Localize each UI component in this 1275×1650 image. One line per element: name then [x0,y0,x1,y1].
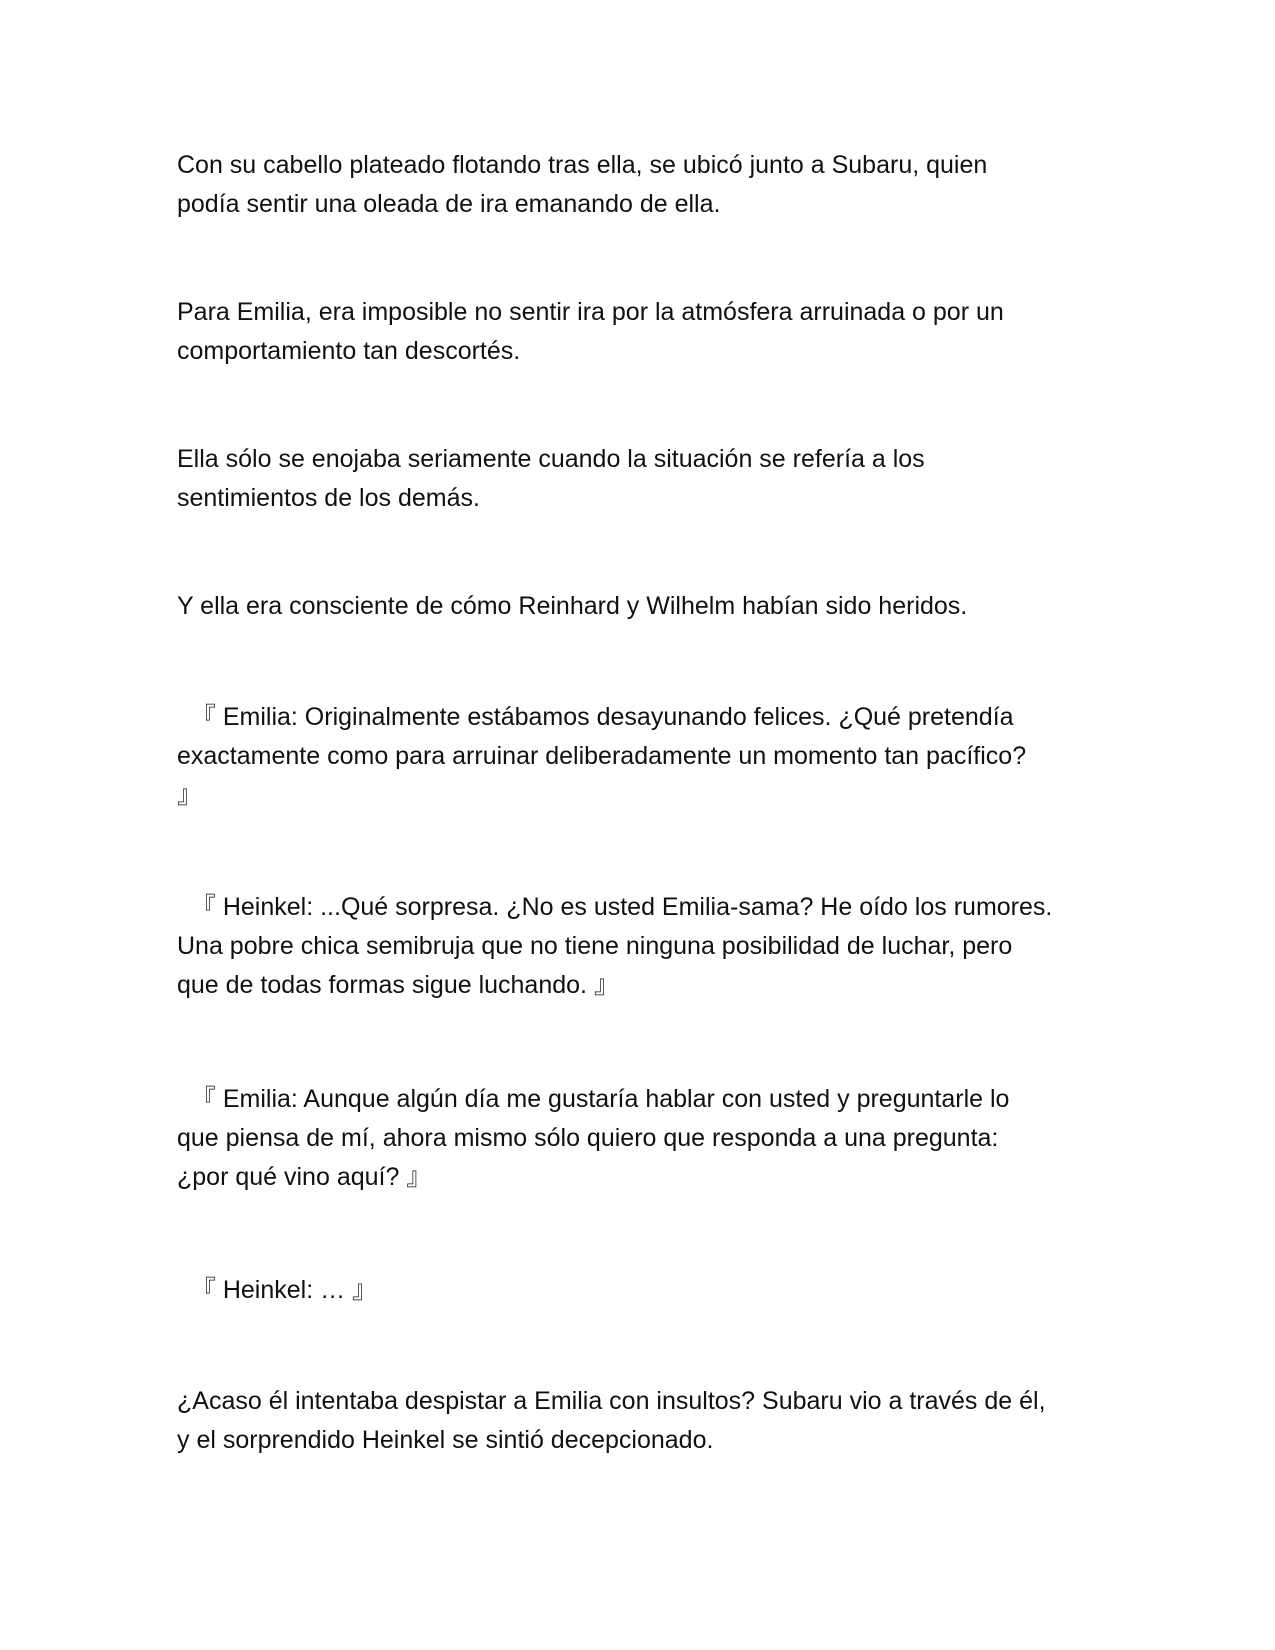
paragraph-reinhard-wilhelm [177,587,1107,626]
paragraph-heinkel-disappointed [177,1382,1107,1460]
text-line: ¿Acaso él intentaba despistar a Emilia con insultos? Subaru vio a través de él, [177,1387,1046,1415]
paragraph-emilia-feelings [177,440,1107,518]
text-line: Una pobre chica semibruja que no tiene ninguna posibilidad de luchar, pero [177,932,1013,960]
text-line: exactamente como para arruinar deliberadamente un momento tan pacífico? [177,742,1027,770]
text-line: Y ella era consciente de cómo Reinhard y Wilhelm habían sido heridos. [177,592,968,620]
text-line: Con su cabello plateado flotando tras ella, se ubicó junto a Subaru, quien [177,151,988,179]
text-line: podía sentir una oleada de ira emanando de ella. [177,190,721,218]
text-line: 『 Heinkel: … 』 [177,1276,378,1304]
text-line: 『 Heinkel: ...Qué sorpresa. ¿No es usted Emilia-sama? He oído los rumores. [177,893,1053,921]
text-line: 『 Emilia: Aunque algún día me gustaría hablar con usted y preguntarle lo [177,1085,1010,1113]
dialogue-emilia-2 [177,1080,1107,1197]
text-line: ¿por qué vino aquí? 』 [177,1163,432,1191]
dialogue-emilia-1 [177,698,1107,815]
text-line: comportamiento tan descortés. [177,337,521,365]
dialogue-heinkel-2 [177,1271,1107,1310]
text-line: que piensa de mí, ahora mismo sólo quiero que responda a una pregunta: [177,1124,999,1152]
dialogue-heinkel-1 [177,888,1107,1005]
text-line: y el sorprendido Heinkel se sintió decepcionado. [177,1426,714,1454]
paragraph-emilia-anger-reason [177,293,1107,371]
text-line: Para Emilia, era imposible no sentir ira por la atmósfera arruinada o por un [177,298,1004,326]
text-line: sentimientos de los demás. [177,484,480,512]
paragraph-subaru-emilia-anger [177,146,1107,224]
text-line: 』 [177,781,203,809]
text-line: Ella sólo se enojaba seriamente cuando la situación se refería a los [177,445,925,473]
text-line: que de todas formas sigue luchando. 』 [177,971,619,999]
text-line: 『 Emilia: Originalmente estábamos desayunando felices. ¿Qué pretendía [177,703,1014,731]
